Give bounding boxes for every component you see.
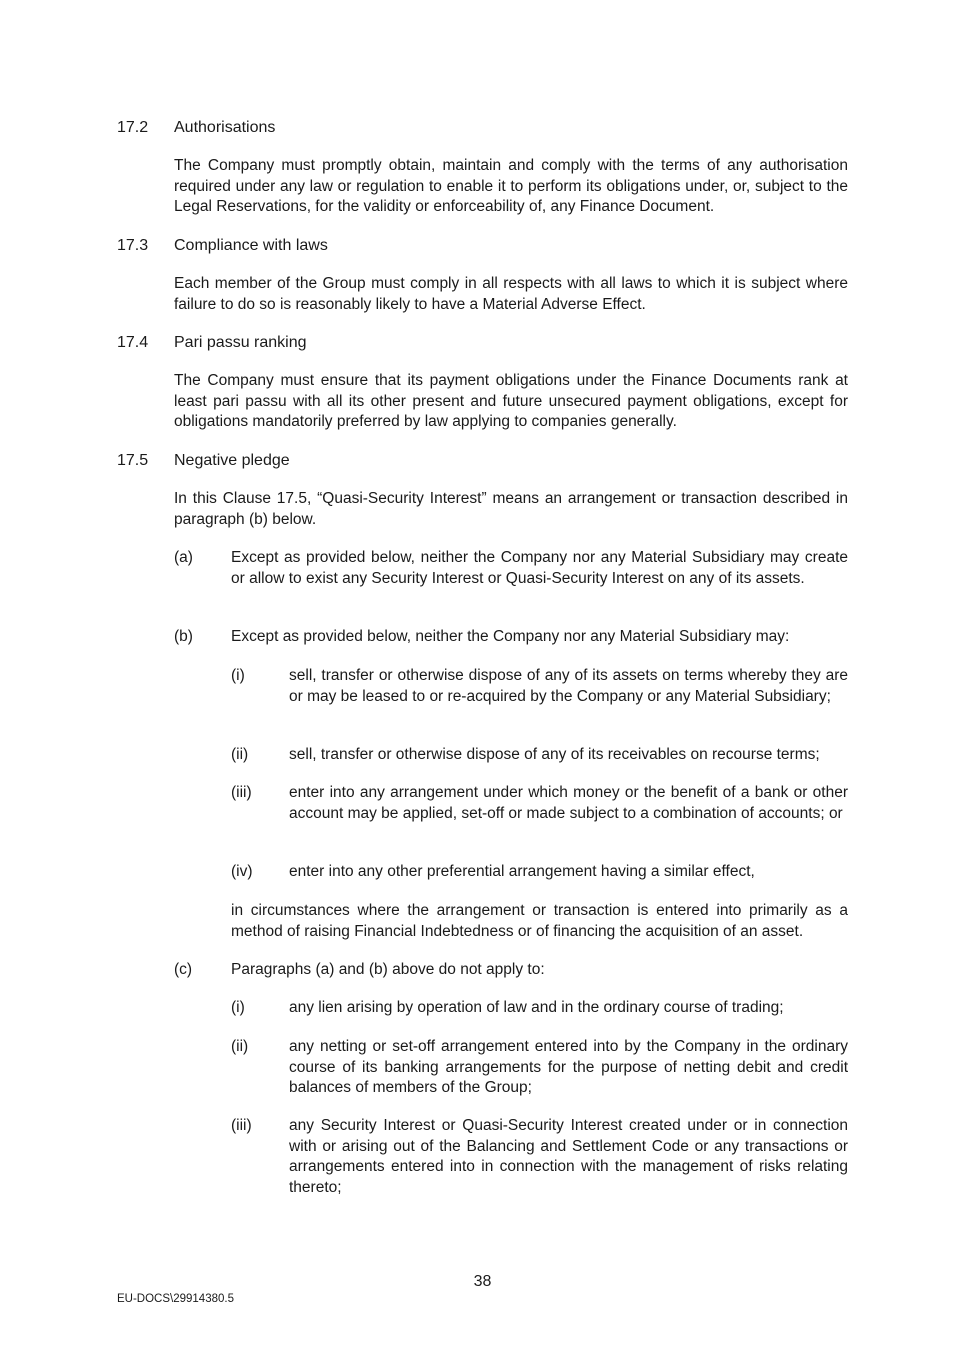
- subparagraph-marker: (i): [231, 667, 245, 684]
- clause-title: Negative pledge: [174, 452, 290, 469]
- subparagraph-marker: (i): [231, 999, 245, 1016]
- paragraph-text: Except as provided below, neither the Company nor any Material Subsidiary may:: [231, 628, 790, 645]
- subparagraph-marker: (iii): [231, 784, 252, 801]
- paragraph-text: Paragraphs (a) and (b) above do not apply to:: [231, 961, 545, 978]
- subparagraph-marker: (ii): [231, 1038, 249, 1055]
- clause-17-2-text: The Company must promptly obtain, maintain and comply with the terms of any authorisation required under any law or regulation to enable it to perform its obligations under, or, subject to the Legal Reservations, for the validity or enforceability of, any Finance Document.: [174, 157, 848, 216]
- paragraph-marker: (c): [174, 961, 193, 978]
- clause-number: 17.4: [117, 334, 149, 351]
- clause-number: 17.2: [117, 119, 149, 136]
- clause-title: Compliance with laws: [174, 237, 328, 254]
- clause-number: 17.3: [117, 237, 149, 254]
- subparagraph-text: enter into any other preferential arrangement having a similar effect,: [289, 863, 755, 880]
- paragraph-marker: (b): [174, 628, 193, 645]
- subparagraph-marker: (iii): [231, 1117, 252, 1134]
- clause-title: Authorisations: [174, 119, 276, 136]
- subparagraph-text: sell, transfer or otherwise dispose of any of its receivables on recourse terms;: [289, 746, 820, 763]
- clause-17-3-text: Each member of the Group must comply in all respects with all laws to which it is subject where failure to do so is reasonably likely to have a Material Adverse Effect.: [174, 275, 848, 313]
- clause-17-4-text: The Company must ensure that its payment obligations under the Finance Documents rank at least pari passu with all its other present and future unsecured payment obligations, except for obligations mandatorily preferred by law applying to companies generally.: [174, 372, 848, 431]
- subparagraph-text: any lien arising by operation of law and in the ordinary course of trading;: [289, 999, 784, 1016]
- paragraph-marker: (a): [174, 549, 193, 566]
- paragraph-b-tail: in circumstances where the arrangement or transaction is entered into primarily as a method of raising Financial Indebtedness or of financing the acquisition of an asset.: [231, 902, 848, 940]
- clause-17-5-intro: In this Clause 17.5, “Quasi-Security Interest” means an arrangement or transaction described in paragraph (b) below.: [174, 490, 848, 528]
- subparagraph-marker: (ii): [231, 746, 249, 763]
- subparagraph-text: any netting or set-off arrangement entered into by the Company in the ordinary course of its banking arrangements for the purpose of netting debit and credit balances of members of the Group;: [289, 1038, 848, 1097]
- subparagraph-marker: (iv): [231, 863, 253, 880]
- clause-title: Pari passu ranking: [174, 334, 307, 351]
- paragraph-text: Except as provided below, neither the Company nor any Material Subsidiary may create or allow to exist any Security Interest or Quasi-Security Interest on any of its assets.: [231, 549, 848, 587]
- subparagraph-text: enter into any arrangement under which money or the benefit of a bank or other account may be applied, set-off or made subject to a combination of accounts; or: [289, 784, 848, 822]
- document-reference: EU-DOCS\29914380.5: [117, 1293, 234, 1305]
- subparagraph-text: any Security Interest or Quasi-Security Interest created under or in connection with or arising out of the Balancing and Settlement Code or any transactions or arrangements entered into in connection with the management of risks relating thereto;: [289, 1117, 848, 1196]
- page-number: 38: [473, 1273, 492, 1290]
- subparagraph-text: sell, transfer or otherwise dispose of any of its assets on terms whereby they are or may be leased to or re-acquired by the Company or any Material Subsidiary;: [289, 667, 848, 705]
- clause-number: 17.5: [117, 452, 149, 469]
